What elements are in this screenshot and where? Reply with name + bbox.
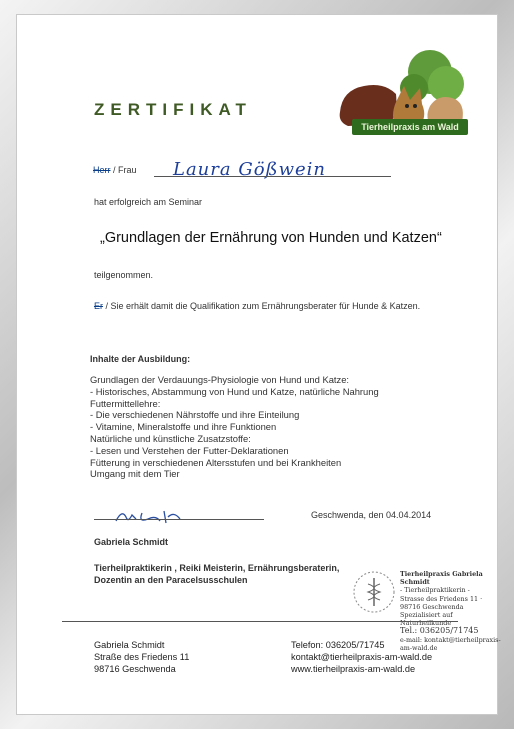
qualification-line <box>94 301 420 311</box>
stamp-line: Spezialisiert auf Naturheilkunde <box>400 611 453 628</box>
content-item: - Lesen und Verstehen der Futter-Deklarationen <box>90 444 289 456</box>
participated-line: teilgenommen. <box>94 270 154 280</box>
name-underline <box>154 176 391 177</box>
place-date: Geschwenda, den 04.04.2014 <box>311 510 432 520</box>
success-line: hat erfolgreich am Seminar <box>94 197 203 207</box>
content-heading: Inhalte der Ausbildung: <box>90 354 191 364</box>
certificate-title: ZERTIFIKAT <box>94 100 252 119</box>
content-item: Umgang mit dem Tier <box>90 468 180 480</box>
signer-title-line: Tierheilpraktikerin , Reiki Meisterin, Ernährungsberaterin, <box>94 563 340 573</box>
practice-stamp <box>352 570 504 652</box>
signer-title-line: Dozentin an den Paracelsusschulen <box>94 575 248 585</box>
content-list <box>90 374 379 480</box>
stamp-line: Strasse des Friedens 11 · 98716 Geschwenda <box>400 594 483 611</box>
recipient-name: Laura Gößwein <box>173 159 326 180</box>
content-item: Grundlagen der Verdauungs-Physiologie von Hund und Katze: <box>90 374 350 385</box>
signature-line <box>94 519 264 520</box>
certificate-paper <box>16 14 501 715</box>
content-item: Natürliche und künstliche Zusatzstoffe: <box>90 432 251 444</box>
signature-image <box>108 505 208 527</box>
footer-website-link[interactable]: www.tierheilpraxis-am-wald.de <box>291 664 416 674</box>
content-item: Futtermittellehre: <box>90 397 161 409</box>
content-item: - Die verschiedenen Nährstoffe und ihre Einteilung <box>90 409 300 421</box>
qualification-er: Er <box>94 301 103 311</box>
footer-email-link[interactable]: kontakt@tierheilpraxis-am-wald.de <box>291 652 433 662</box>
salutation-herr: Herr <box>93 165 111 175</box>
seminar-title: „Grundlagen der Ernährung von Hunden und Katzen“ <box>100 230 442 246</box>
content-item: - Vitamine, Mineralstoffe und ihre Funktionen <box>90 421 277 433</box>
stamp-line: e-mail: kontakt@tierheilpraxis-am-wald.de <box>400 635 501 652</box>
stamp-line: - Tierheilpraktikerin - <box>400 586 470 595</box>
salutation <box>93 165 137 175</box>
stamp-line: Tel.: 036205/71745 <box>400 626 479 636</box>
footer-address <box>94 639 189 675</box>
caduceus-icon <box>352 570 396 614</box>
stamp-line: Tierheilpraxis Gabriela Schmidt <box>400 570 483 587</box>
content-item: Fütterung in verschiedenen Altersstufen und bei Krankheiten <box>90 456 342 468</box>
footer-phone: Telefon: 036205/71745 <box>291 640 385 650</box>
footer-contact <box>291 639 432 675</box>
content-item: - Historisches, Abstammung von Hund und Katze, natürliche Nahrung <box>90 385 379 397</box>
footer-left-line: 98716 Geschwenda <box>94 664 176 674</box>
logo-banner: Tierheilpraxis am Wald <box>352 119 468 135</box>
footer-left-line: Gabriela Schmidt <box>94 640 165 650</box>
salutation-frau: / Frau <box>110 165 137 175</box>
footer-left-line: Straße des Friedens 11 <box>94 652 190 662</box>
footer-divider <box>62 621 458 622</box>
signer-titles <box>94 562 339 586</box>
signer-name: Gabriela Schmidt <box>94 537 169 547</box>
qualification-text: / Sie erhält damit die Qualifikation zum Ernährungsberater für Hunde & Katzen. <box>103 301 421 311</box>
